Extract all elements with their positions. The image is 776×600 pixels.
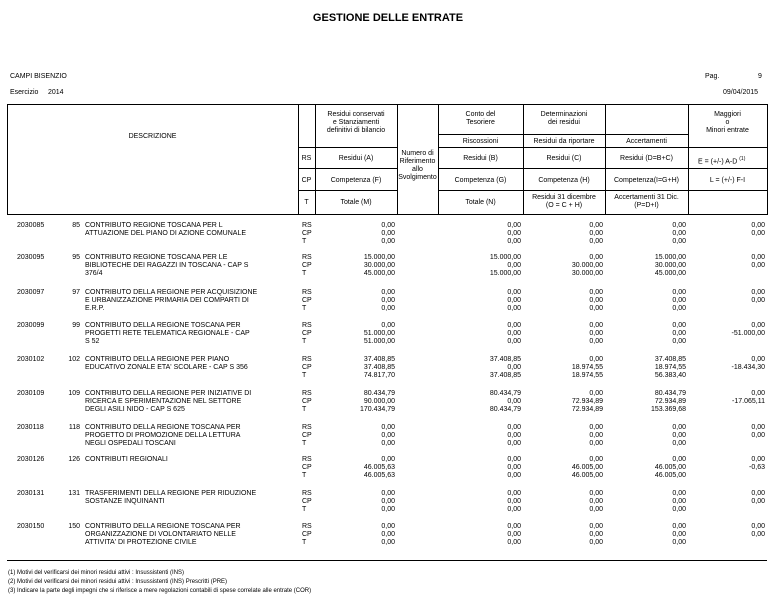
col-residui-31-dic: Residui 31 dicembre (O = C + H) xyxy=(532,194,596,209)
col-numero-riferimento: Numero di Riferimento allo Svolgimento xyxy=(398,150,437,181)
row-description: CONTRIBUTO DELLA REGIONE PER ACQUISIZIONE E URBANIZZAZIONE PRIMARIA DEI COMPARTI DI E.R.P. xyxy=(85,289,258,312)
row-col-c: 0,00 46.005,00 46.005,00 xyxy=(571,456,603,479)
row-col-b: 0,00 0,00 0,00 xyxy=(507,322,521,345)
col-totale-n: Totale (N) xyxy=(465,199,496,206)
row-col-e: 0,00 0,00 xyxy=(751,424,765,439)
row-num: 126 xyxy=(68,456,80,463)
col-residui-b: Residui (B) xyxy=(463,155,498,162)
col-riscossioni: Riscossioni xyxy=(462,138,499,145)
row-col-c: 0,00 0,00 0,00 xyxy=(589,424,603,447)
row-description: TRASFERIMENTI DELLA REGIONE PER RIDUZIONE SOSTANZE INQUINANTI xyxy=(85,490,257,505)
row-col-b: 0,00 0,00 0,00 xyxy=(507,424,521,447)
footnote-2: (2) Motivi del verificarsi dei minori residui attivi : Insussistenti (INS) Prescritti (PRE) xyxy=(8,579,228,585)
ente-name: CAMPI BISENZIO xyxy=(10,73,67,80)
footer-divider xyxy=(7,560,767,561)
row-col-a: 0,00 51.000,00 51.000,00 xyxy=(363,322,395,345)
col-maggiori-minori: Maggiori o Minori entrate xyxy=(706,111,749,134)
row-col-d: 0,00 0,00 0,00 xyxy=(672,222,686,245)
row-col-a: 0,00 0,00 0,00 xyxy=(381,424,395,447)
row-code: 2030097 xyxy=(17,289,45,296)
row-rs-cp-t: RS CP T xyxy=(302,322,312,345)
row-description: CONTRIBUTO DELLA REGIONE PER PIANO EDUCATIVO ZONALE ETA' SCOLARE - CAP S 356 xyxy=(85,356,248,371)
row-col-a: 0,00 0,00 0,00 xyxy=(381,490,395,513)
row-col-a: 0,00 0,00 0,00 xyxy=(381,523,395,546)
row-rs-cp-t: RS CP T xyxy=(302,222,312,245)
row-col-a: 37.408,85 37.408,85 74.817,70 xyxy=(363,356,395,379)
col-e-formula: E = (+/-) A-D $^{(1)}$ xyxy=(698,156,746,166)
row-description: CONTRIBUTO REGIONE TOSCANA PER LE BIBLIOTECHE DEI RAGAZZI IN TOSCANA - CAP S 376/4 xyxy=(85,254,249,277)
row-col-e: 0,00 -18.434,30 xyxy=(731,356,765,371)
col-residui-c: Residui (C) xyxy=(546,155,582,162)
page-label: Pag. xyxy=(705,73,720,80)
esercizio-label: Esercizio xyxy=(10,89,39,96)
row-rs-cp-t: RS CP T xyxy=(302,456,312,479)
row-rs-cp-t: RS CP T xyxy=(302,490,312,513)
row-code: 2030131 xyxy=(17,490,45,497)
row-col-e: 0,00 -0,63 xyxy=(749,456,765,471)
row-col-d: 37.408,85 18.974,55 56.383,40 xyxy=(654,356,686,379)
row-num: 95 xyxy=(72,254,80,261)
row-col-e: 0,00 0,00 xyxy=(751,289,765,304)
row-col-a: 80.434,79 90.000,00 170.434,79 xyxy=(359,390,395,413)
row-col-c: 0,00 0,00 0,00 xyxy=(589,222,603,245)
row-col-a: 0,00 0,00 0,00 xyxy=(381,289,395,312)
col-accertamenti-31-dic: Accertamenti 31 Dic. (P=D+I) xyxy=(614,194,679,209)
row-col-b: 0,00 0,00 0,00 xyxy=(507,222,521,245)
row-code: 2030102 xyxy=(17,356,45,363)
row-description: CONTRIBUTO DELLA REGIONE TOSCANA PER ORGANIZZAZIONE DI VOLONTARIATO NELLE ATTIVITA' DI PROTEZIONE CIVILE xyxy=(85,523,241,546)
footnote-3: (3) Indicare la parte degli impegni che si riferisce a mere regolazioni contabili di spese correlate alle entrate (COR) xyxy=(8,588,312,594)
row-col-d: 0,00 46.005,00 46.005,00 xyxy=(654,456,686,479)
row-col-d: 0,00 0,00 0,00 xyxy=(672,289,686,312)
row-num: 131 xyxy=(68,490,80,497)
row-col-e: 0,00 0,00 xyxy=(751,222,765,237)
row-rs-cp-t: RS CP T xyxy=(302,254,312,277)
col-competenza-f: Competenza (F) xyxy=(330,177,382,184)
col-competenza-i: Competenza(I=G+H) xyxy=(614,177,679,184)
col-totale-m: Totale (M) xyxy=(340,199,372,206)
col-descrizione: DESCRIZIONE xyxy=(128,133,177,140)
row-num: 150 xyxy=(68,523,80,530)
row-col-e: 0,00 0,00 xyxy=(751,254,765,269)
page-number: 9 xyxy=(758,73,762,80)
row-col-b: 0,00 0,00 0,00 xyxy=(507,289,521,312)
row-code: 2030109 xyxy=(17,390,45,397)
row-code: 2030118 xyxy=(17,424,44,431)
row-col-d: 0,00 0,00 0,00 xyxy=(672,322,686,345)
row-col-e: 0,00 -51.000,00 xyxy=(731,322,765,337)
col-residui-conservati: Residui conservati e Stanziamenti definitivi di bilancio xyxy=(326,111,386,134)
row-num: 85 xyxy=(72,222,80,229)
footnotes xyxy=(8,569,311,596)
page-title: GESTIONE DELLE ENTRATE xyxy=(312,12,464,24)
col-competenza-h: Competenza (H) xyxy=(538,177,590,184)
col-conto-tesoriere: Conto del Tesoriere xyxy=(465,111,496,126)
row-description: CONTRIBUTO DELLA REGIONE TOSCANA PER PROGETTI RETE TELEMATICA REGIONALE - CAP S 52 xyxy=(85,322,250,345)
label-t: T xyxy=(304,199,309,206)
row-col-d: 80.434,79 72.934,89 153.369,68 xyxy=(650,390,686,413)
row-col-b: 37.408,85 0,00 37.408,85 xyxy=(489,356,521,379)
row-col-c: 0,00 0,00 0,00 xyxy=(589,289,603,312)
row-col-e: 0,00 -17.065,11 xyxy=(732,390,765,405)
row-col-b: 0,00 0,00 0,00 xyxy=(507,456,521,479)
row-col-b: 0,00 0,00 0,00 xyxy=(507,523,521,546)
row-rs-cp-t: RS CP T xyxy=(302,424,312,447)
col-residui-a: Residui (A) xyxy=(338,155,374,162)
row-col-c: 0,00 0,00 0,00 xyxy=(589,490,603,513)
row-code: 2030150 xyxy=(17,523,45,530)
row-num: 102 xyxy=(68,356,80,363)
row-description: CONTRIBUTO DELLA REGIONE PER INIZIATIVE DI RICERCA E SPERIMENTAZIONE NEL SETTORE DEGLI ASILI NIDO - CAP S 625 xyxy=(85,390,252,413)
row-col-a: 0,00 46.005,63 46.005,63 xyxy=(363,456,395,479)
col-residui-riportare: Residui da riportare xyxy=(533,138,595,145)
row-description: CONTRIBUTI REGIONALI xyxy=(85,456,168,463)
esercizio-value: 2014 xyxy=(48,89,64,96)
row-code: 2030099 xyxy=(17,322,45,329)
row-col-b: 0,00 0,00 0,00 xyxy=(507,490,521,513)
col-accertamenti: Accertamenti xyxy=(626,138,667,145)
row-num: 97 xyxy=(72,289,80,296)
col-residui-d: Residui (D=B+C) xyxy=(620,155,673,162)
footnote-1: (1) Motivi del verificarsi dei minori residui attivi : Insussistenti (INS) xyxy=(8,570,185,576)
row-col-b: 80.434,79 0,00 80.434,79 xyxy=(489,390,521,413)
row-description: CONTRIBUTO REGIONE TOSCANA PER L ATTUAZIONE DEL PIANO DI AZIONE COMUNALE xyxy=(85,222,247,237)
col-l-formula: L = (+/-) F-I xyxy=(709,177,746,184)
row-code: 2030085 xyxy=(17,222,45,229)
row-num: 99 xyxy=(72,322,80,329)
row-col-d: 15.000,00 30.000,00 45.000,00 xyxy=(654,254,686,277)
row-col-c: 0,00 0,00 0,00 xyxy=(589,322,603,345)
col-determinazioni: Determinazioni dei residui xyxy=(540,111,588,126)
row-code: 2030095 xyxy=(17,254,45,261)
row-col-c: 0,00 18.974,55 18.974,55 xyxy=(571,356,603,379)
row-col-d: 0,00 0,00 0,00 xyxy=(672,424,686,447)
row-rs-cp-t: RS CP T xyxy=(302,356,312,379)
label-rs: RS xyxy=(301,155,312,162)
report-date: 09/04/2015 xyxy=(723,89,759,96)
row-code: 2030126 xyxy=(17,456,45,463)
col-competenza-g: Competenza (G) xyxy=(454,177,507,184)
row-rs-cp-t: RS CP T xyxy=(302,289,312,312)
row-rs-cp-t: RS CP T xyxy=(302,390,312,413)
row-col-c: 0,00 30.000,00 30.000,00 xyxy=(571,254,603,277)
row-col-a: 0,00 0,00 0,00 xyxy=(381,222,395,245)
row-col-c: 0,00 72.934,89 72.934,89 xyxy=(571,390,603,413)
row-col-d: 0,00 0,00 0,00 xyxy=(672,523,686,546)
row-col-a: 15.000,00 30.000,00 45.000,00 xyxy=(363,254,395,277)
row-col-d: 0,00 0,00 0,00 xyxy=(672,490,686,513)
row-num: 109 xyxy=(68,390,80,397)
row-num: 118 xyxy=(68,424,80,431)
row-col-e: 0,00 0,00 xyxy=(751,523,765,538)
row-description: CONTRIBUTO DELLA REGIONE TOSCANA PER PROGETTO DI PROMOZIONE DELLA LETTURA NEGLI OSPEDALI TOSCANI xyxy=(85,424,241,447)
row-col-e: 0,00 0,00 xyxy=(751,490,765,505)
row-col-b: 15.000,00 0,00 15.000,00 xyxy=(489,254,521,277)
row-col-c: 0,00 0,00 0,00 xyxy=(589,523,603,546)
label-cp: CP xyxy=(301,177,312,184)
row-rs-cp-t: RS CP T xyxy=(302,523,312,546)
